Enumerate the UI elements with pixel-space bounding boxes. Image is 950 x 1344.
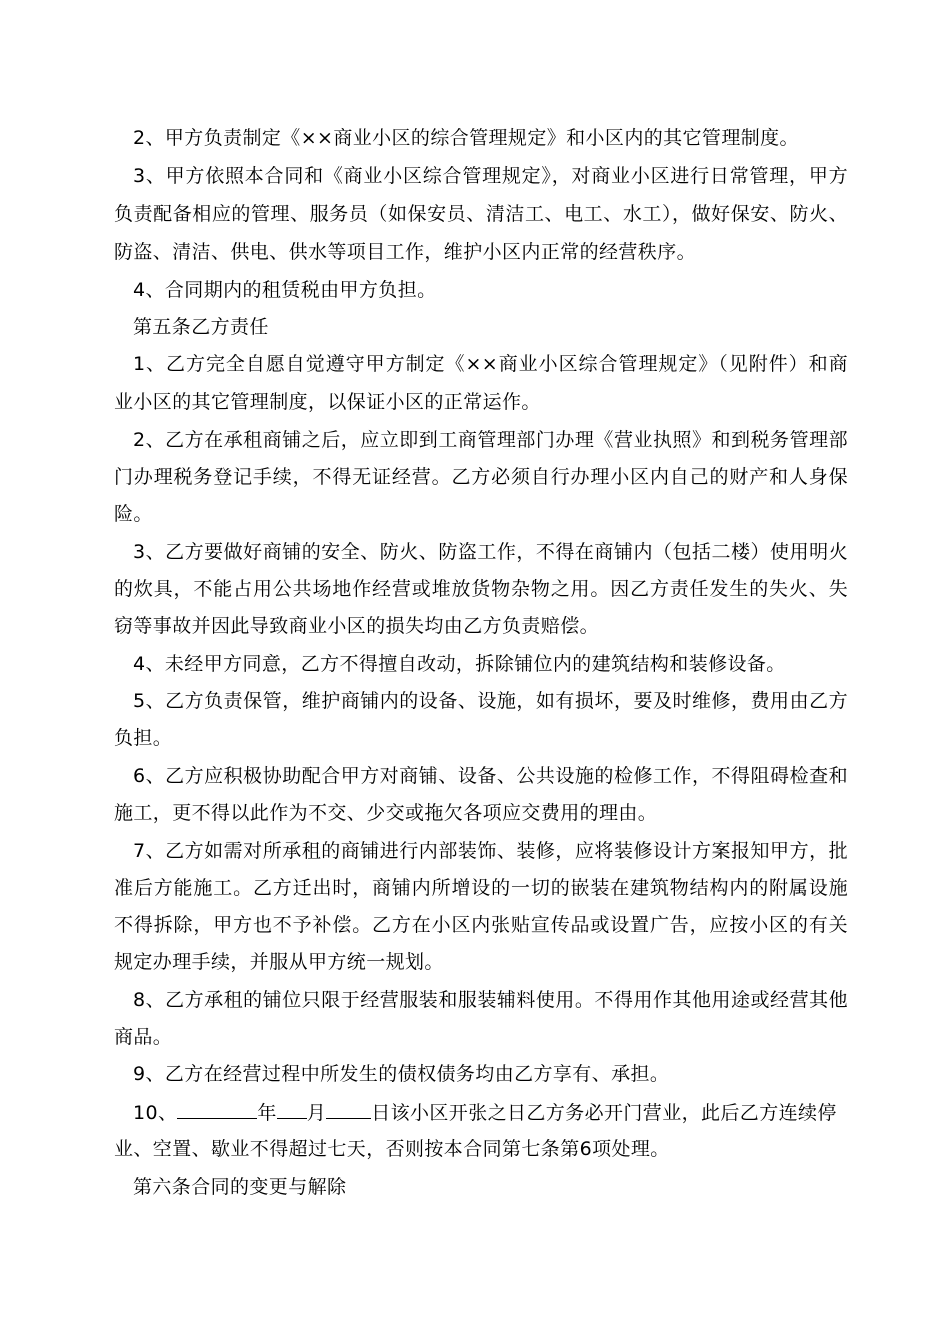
clause-a3-line2: 负责配备相应的管理、服务员（如保安员、清洁工、电工、水工），做好保安、防火、 xyxy=(114,203,848,225)
month-blank[interactable] xyxy=(277,1100,307,1119)
clause-b2-line3: 险。 xyxy=(114,503,153,525)
clause-b7-line2: 准后方能施工。乙方迁出时，商铺内所增设的一切的嵌装在建筑物结构内的附属设施 xyxy=(114,877,848,899)
clause-b9: 9、乙方在经营过程中所发生的债权债务均由乙方享有、承担。 xyxy=(133,1063,670,1085)
clause-a3-line3: 防盗、清洁、供电、供水等项目工作，维护小区内正常的经营秩序。 xyxy=(114,241,697,263)
year-label: 年 xyxy=(257,1102,277,1124)
clause-b7-line4: 规定办理手续，并服从甲方统一规划。 xyxy=(114,951,444,973)
clause-a2: 2、甲方负责制定《××商业小区的综合管理规定》和小区内的其它管理制度。 xyxy=(133,127,799,149)
clause-b4: 4、未经甲方同意，乙方不得擅自改动，拆除铺位内的建筑结构和装修设备。 xyxy=(133,653,786,675)
clause-b5-line1: 5、乙方负责保管，维护商铺内的设备、设施，如有损坏，要及时维修，费用由乙方 xyxy=(133,690,848,712)
year-blank[interactable] xyxy=(177,1100,257,1119)
clause-b6-line1: 6、乙方应积极协助配合甲方对商铺、设备、公共设施的检修工作，不得阻碍检查和 xyxy=(133,765,848,787)
section-heading-5: 第五条乙方责任 xyxy=(133,316,269,338)
clause-b8-line1: 8、乙方承租的铺位只限于经营服装和服装辅料使用。不得用作其他用途或经营其他 xyxy=(133,989,848,1011)
clause-a4: 4、合同期内的租赁税由甲方负担。 xyxy=(133,279,437,301)
clause-a3-line1: 3、甲方依照本合同和《商业小区综合管理规定》，对商业小区进行日常管理，甲方 xyxy=(133,165,848,187)
day-blank[interactable] xyxy=(326,1100,371,1119)
clause-b10-line2: 业、空置、歇业不得超过七天，否则按本合同第七条第6项处理。 xyxy=(114,1138,670,1160)
clause-b3-line2: 的炊具，不能占用公共场地作经营或堆放货物杂物之用。因乙方责任发生的失火、失 xyxy=(114,578,848,600)
clause-b6-line2: 施工，更不得以此作为不交、少交或拖欠各项应交费用的理由。 xyxy=(114,802,658,824)
clause-b5-line2: 负担。 xyxy=(114,727,173,749)
clause-b10-text: 日该小区开张之日乙方务必开门营业，此后乙方连续停 xyxy=(371,1102,837,1124)
clause-number: 10、 xyxy=(133,1102,178,1124)
clause-b7-line3: 不得拆除，甲方也不予补偿。乙方在小区内张贴宣传品或设置广告，应按小区的有关 xyxy=(114,914,848,936)
section-heading-6: 第六条合同的变更与解除 xyxy=(133,1176,347,1198)
clause-b1-line1: 1、乙方完全自愿自觉遵守甲方制定《××商业小区综合管理规定》（见附件）和商 xyxy=(133,353,848,375)
month-label: 月 xyxy=(306,1102,327,1124)
clause-b7-line1: 7、乙方如需对所承租的商铺进行内部装饰、装修，应将装修设计方案报知甲方，批 xyxy=(133,840,848,862)
clause-b1-line2: 业小区的其它管理制度，以保证小区的正常运作。 xyxy=(114,391,541,413)
clause-b3-line3: 窃等事故并因此导致商业小区的损失均由乙方负责赔偿。 xyxy=(114,615,600,637)
clause-b8-line2: 商品。 xyxy=(114,1026,173,1048)
clause-b10-line1 xyxy=(133,1100,837,1125)
clause-b2-line1: 2、乙方在承租商铺之后，应立即到工商管理部门办理《营业执照》和到税务管理部 xyxy=(133,429,848,451)
clause-b2-line2: 门办理税务登记手续，不得无证经营。乙方必须自行办理小区内自己的财产和人身保 xyxy=(114,466,848,488)
clause-b3-line1: 3、乙方要做好商铺的安全、防火、防盗工作，不得在商铺内（包括二楼）使用明火 xyxy=(133,541,848,563)
